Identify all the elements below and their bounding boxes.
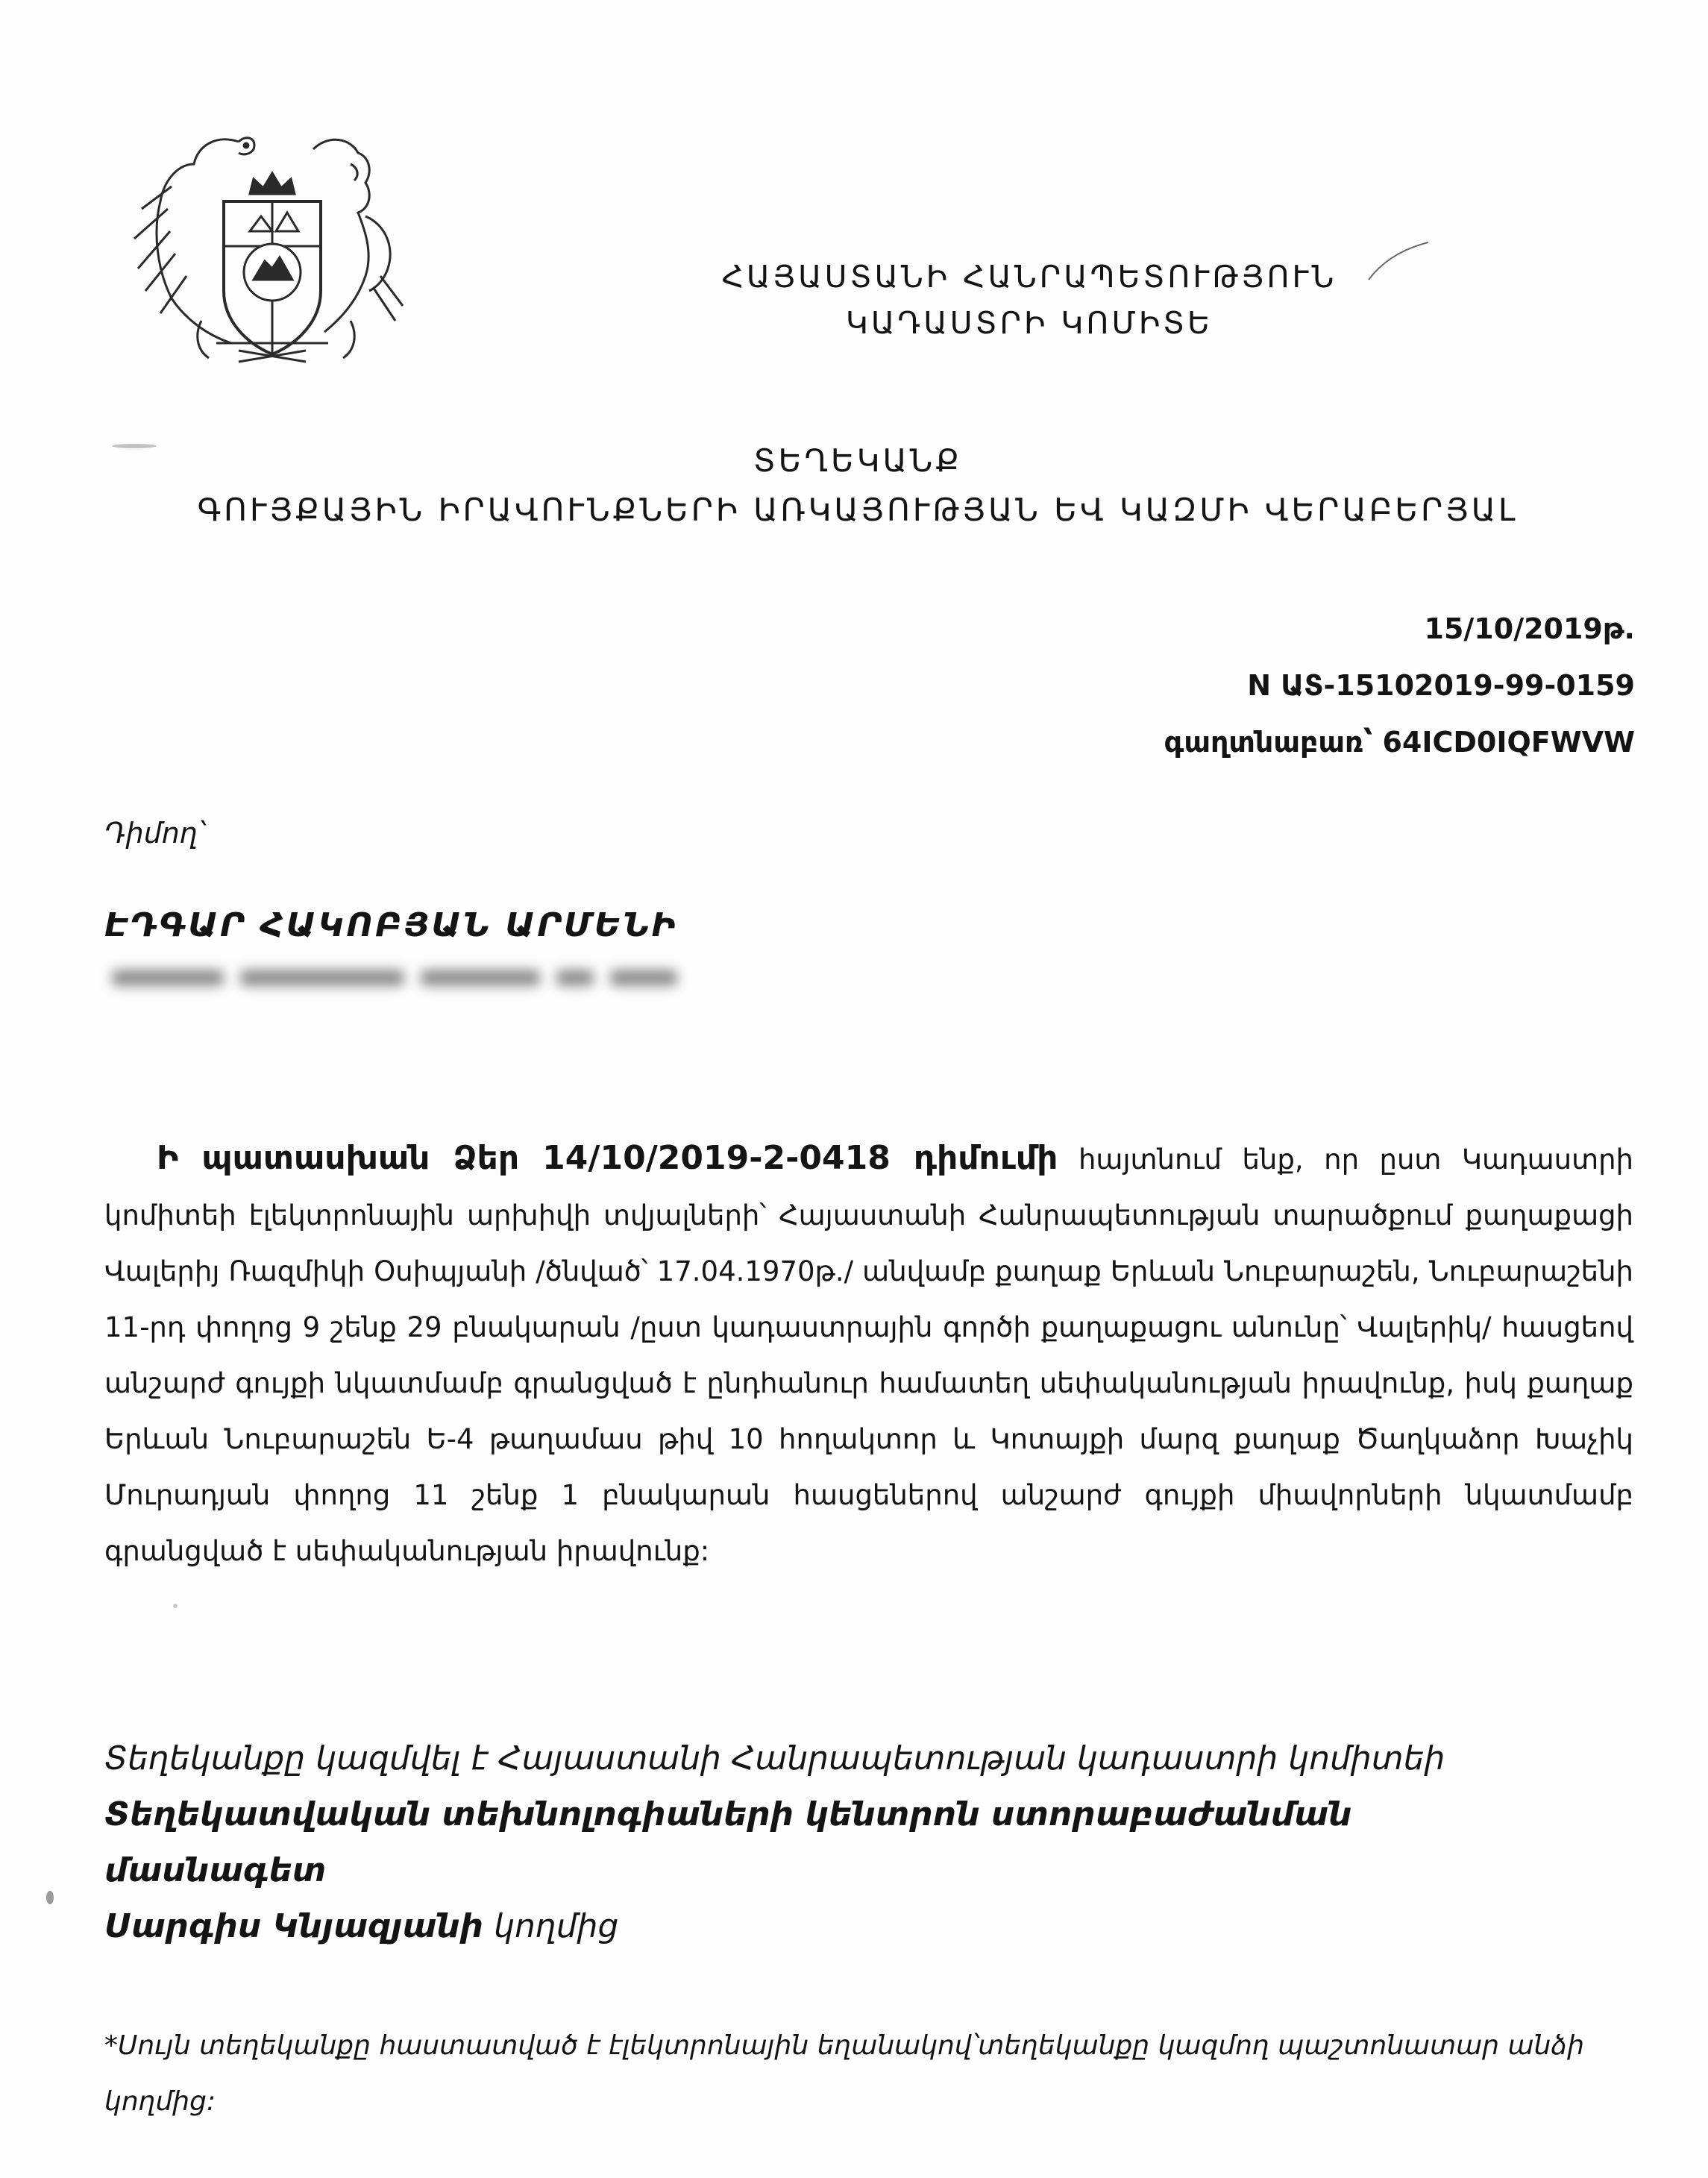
org-line-committee: ԿԱԴԱՍՏՐԻ ԿՈՄԻՏԵ (845, 305, 1214, 341)
document-password: գաղտնաբառ՝ 64ICD0IQFWVW (1164, 726, 1635, 759)
coat-of-arms-emblem (127, 119, 418, 373)
document-date: 15/10/2019թ. (1424, 612, 1635, 645)
document-number: N ԱՏ-15102019-99-0159 (1247, 669, 1635, 702)
applicant-name: ԷԴԳԱՐ ՀԱԿՈԲՅԱՆ ԱՐՄԵՆԻ (104, 906, 679, 944)
redacted-address (104, 958, 802, 997)
response-text: հայտնում ենք, որ ըստ Կադաստրի կոմիտեի էլեկտրոնային արխիվի տվյալների՝ Հայաստանի Հանրապետության տարածքում քաղաքացի Վալերիյ Ռազմիկի Օսիպյանի /ծնված՝ 17.04.1970թ./ անվամբ քաղաք Երևան Նուբարաշեն, Նուբարաշենի 11-րդ փողոց 9 շենք 29 բնակարան /ըստ կադաստրային գործի քաղաքացու անունը՝ Վալերիկ/ հասցեով անշարժ գույքի նկատմամբ գրանցված է ընդհանուր համատեղ սեփականության իրավունք, իսկ քաղաք Երևան Նուբարաշեն Ե-4 թաղամաս թիվ 10 հողակտոր և Կոտայքի մարզ քաղաք Ծաղկաձոր Խաչիկ Մուրադյան փողոց 11 շենք 1 բնակարան հասցեներով անշարժ գույքի միավորների նկատմամբ գրանցված է սեփականության իրավունք: (104, 1143, 1634, 1567)
electronic-approval-footnote: *Սույն տեղեկանքը հաստատված է էլեկտրոնային եղանակով՝տեղեկանքը կազմող պաշտոնատար անձի կողմից: (104, 2030, 1585, 2117)
document-title (149, 436, 1566, 535)
issuing-authority (641, 254, 1417, 346)
applicant-label: Դիմող՝ (104, 817, 205, 850)
compiled-by-suffix: կողմից (483, 1907, 619, 1945)
org-line-country: ՀԱՅԱՍՏԱՆԻ ՀԱՆՐԱՊԵՏՈՒԹՅՈՒՆ (721, 259, 1337, 295)
compiled-by-line: Տեղեկանքը կազմվել է Հայաստանի Հանրապետության կադաստրի կոմիտեի (104, 1739, 1445, 1777)
compiled-by-department: Տեղեկատվական տեխնոլոգիաների կենտրոն ստորաբաժանման մասնագետ (104, 1795, 1352, 1889)
compiled-by-block (104, 1730, 1522, 1954)
scan-speck (46, 1891, 54, 1904)
response-body (104, 1130, 1633, 1579)
response-intro: Ի պատասխան Ձեր 14/10/2019-2-0418 դիմումի (157, 1139, 1058, 1177)
document-meta (889, 600, 1635, 771)
title-line-2: ԳՈՒՅՔԱՅԻՆ ԻՐԱՎՈՒՆՔՆԵՐԻ ԱՌԿԱՅՈՒԹՅԱՆ ԵՎ ԿԱԶՄԻ ՎԵՐԱԲԵՐՅԱԼ (197, 492, 1519, 528)
scan-speck (173, 1604, 178, 1608)
compiled-by-person: Սարգիս Կնյազյանի (104, 1907, 484, 1945)
title-line-1: ՏԵՂԵԿԱՆՔ (753, 442, 963, 479)
